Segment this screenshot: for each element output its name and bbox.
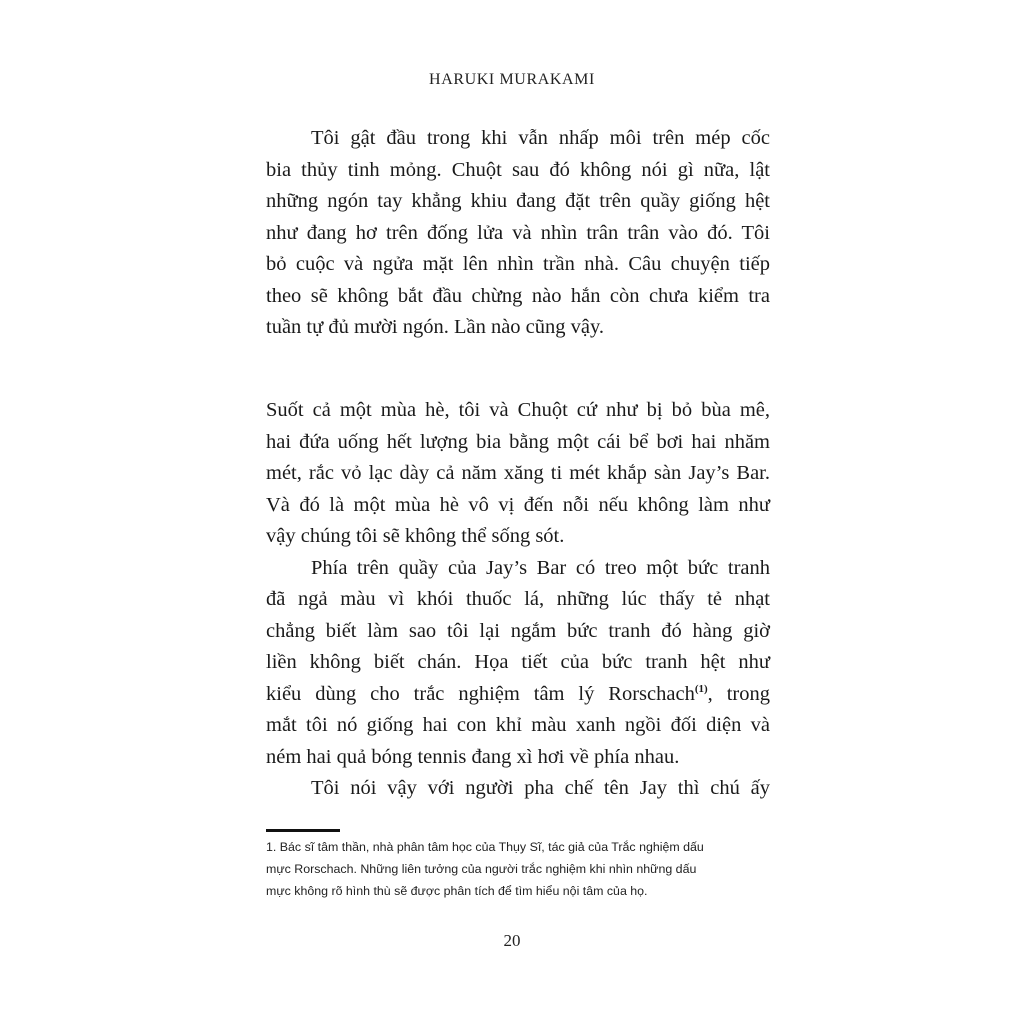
text-segment: kiểu dùng cho trắc nghiệm tâm lý Rorschach (266, 682, 695, 705)
text-line (266, 679, 770, 711)
text-line: như đang hơ trên đống lửa và nhìn trân trân vào đó. Tôi (266, 221, 770, 244)
footnote-line: mực Rorschach. Những liên tưởng của người trắc nghiệm khi nhìn những dấu (266, 862, 697, 876)
text-line: liền không biết chán. Họa tiết của bức tranh hệt như (266, 651, 770, 673)
text-line: Và đó là một mùa hè vô vị đến nỗi nếu không làm như (266, 493, 770, 516)
footnote-marker[interactable]: (1) (694, 682, 708, 695)
text-line: vậy chúng tôi sẽ không thể sống sót. (266, 525, 565, 547)
paragraph-4 (266, 773, 770, 805)
running-head-author: HARUKI MURAKAMI (429, 71, 595, 88)
text-line: ném hai quả bóng tennis đang xì hơi về phía nhau. (266, 745, 680, 768)
text-segment: , trong (707, 682, 770, 705)
page-number: 20 (503, 931, 521, 950)
text-line: Suốt cả một mùa hè, tôi và Chuột cứ như bị bỏ bùa mê, (266, 399, 770, 421)
text-line: mắt tôi nó giống hai con khỉ màu xanh ngồi đối diện và (266, 714, 770, 736)
text-line: mét, rắc vỏ lạc dày cả năm xăng ti mét khắp sàn Jay’s Bar. (266, 462, 770, 484)
footnote-line: 1. Bác sĩ tâm thần, nhà phân tâm học của Thụy Sĩ, tác giả của Trắc nghiệm dấu (266, 840, 704, 854)
paragraph-1 (266, 123, 770, 344)
text-line: theo sẽ không bắt đầu chừng nào hắn còn chưa kiểm tra (266, 284, 770, 307)
text-line: hai đứa uống hết lượng bia bằng một cái bể bơi hai nhăm (266, 430, 770, 453)
paragraph-3 (266, 553, 770, 774)
footnote (266, 836, 776, 902)
text-line: Phía trên quầy của Jay’s Bar có treo một bức tranh (311, 556, 770, 579)
text-line: những ngón tay khẳng khiu đang đặt trên quầy giống hệt (266, 190, 770, 212)
text-line: tuần tự đủ mười ngón. Lần nào cũng vậy. (266, 316, 605, 338)
text-line: Tôi gật đầu trong khi vẫn nhấp môi trên mép cốc (311, 127, 770, 149)
text-line: đã ngả màu vì khói thuốc lá, những lúc thấy tẻ nhạt (266, 588, 770, 610)
text-line: Tôi nói vậy với người pha chế tên Jay thì chú ấy (311, 777, 770, 799)
text-line: chẳng biết làm sao tôi lại ngắm bức tranh đó hàng giờ (266, 619, 770, 642)
text-line: bia thủy tinh mỏng. Chuột sau đó không nói gì nữa, lật (266, 158, 770, 181)
text-line: bỏ cuộc và ngửa mặt lên nhìn trần nhà. Câu chuyện tiếp (266, 253, 770, 275)
section-2 (266, 395, 770, 805)
footnote-line: mực không rõ hình thù sẽ được phân tích để tìm hiểu nội tâm của họ. (266, 884, 648, 898)
paragraph-2 (266, 395, 770, 553)
footnote-divider (266, 829, 340, 832)
